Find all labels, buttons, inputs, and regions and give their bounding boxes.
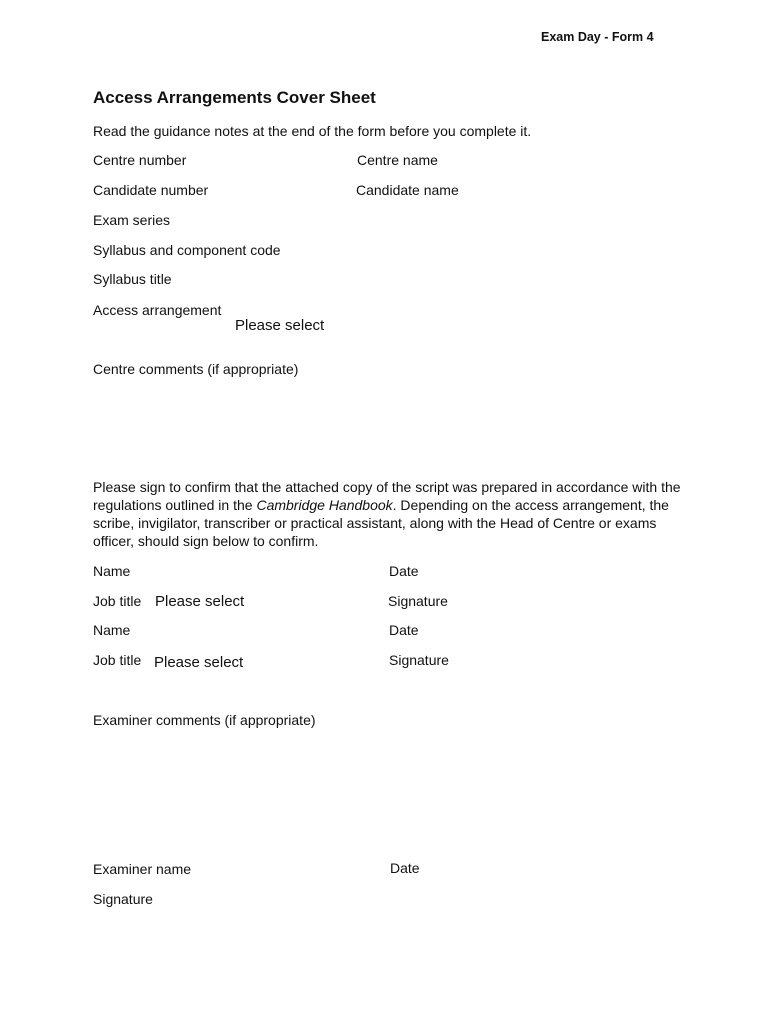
signatory-1-job-title-select[interactable]: Please select	[155, 593, 245, 610]
candidate-name-label: Candidate name	[356, 182, 459, 198]
access-arrangement-label: Access arrangement	[93, 302, 222, 318]
page-title: Access Arrangements Cover Sheet	[93, 88, 376, 107]
handbook-title: Cambridge Handbook	[256, 497, 393, 513]
form-label: Exam Day - Form 4	[541, 30, 654, 44]
centre-name-label: Centre name	[357, 152, 438, 168]
centre-comments-label: Centre comments (if appropriate)	[93, 361, 299, 377]
signatory-1-name-label: Name	[93, 563, 131, 579]
examiner-date-label: Date	[390, 860, 420, 876]
examiner-comments-label: Examiner comments (if appropriate)	[93, 712, 316, 728]
signatory-2-name-label: Name	[93, 622, 131, 638]
examiner-signature-label: Signature	[93, 891, 153, 907]
access-arrangement-select[interactable]: Please select	[235, 317, 325, 334]
candidate-number-label: Candidate number	[93, 182, 209, 198]
signatory-1-signature-label: Signature	[388, 593, 448, 609]
exam-series-label: Exam series	[93, 212, 171, 228]
signatory-2-signature-label: Signature	[389, 652, 449, 668]
signatory-1-date-label: Date	[389, 563, 419, 579]
confirmation-paragraph	[93, 478, 683, 550]
examiner-name-label: Examiner name	[93, 861, 192, 877]
confirmation-text-before: Please sign to confirm that the attached copy of the script was prepared in accordance with the regulations outlined in the	[93, 479, 681, 513]
signatory-2-date-label: Date	[389, 622, 419, 638]
centre-number-label: Centre number	[93, 152, 187, 168]
signatory-1-job-title-label: Job title	[93, 593, 142, 609]
confirmation-text-after: . Depending on the access arrangement, the scribe, invigilator, transcriber or practical assistant, along with the Head of Centre or exams officer, should sign below to confirm.	[93, 497, 669, 549]
signatory-2-job-title-select[interactable]: Please select	[154, 654, 244, 671]
syllabus-title-label: Syllabus title	[93, 271, 172, 287]
syllabus-component-code-label: Syllabus and component code	[93, 242, 281, 258]
intro-text: Read the guidance notes at the end of the form before you complete it.	[93, 123, 532, 139]
signatory-2-job-title-label: Job title	[93, 652, 142, 668]
